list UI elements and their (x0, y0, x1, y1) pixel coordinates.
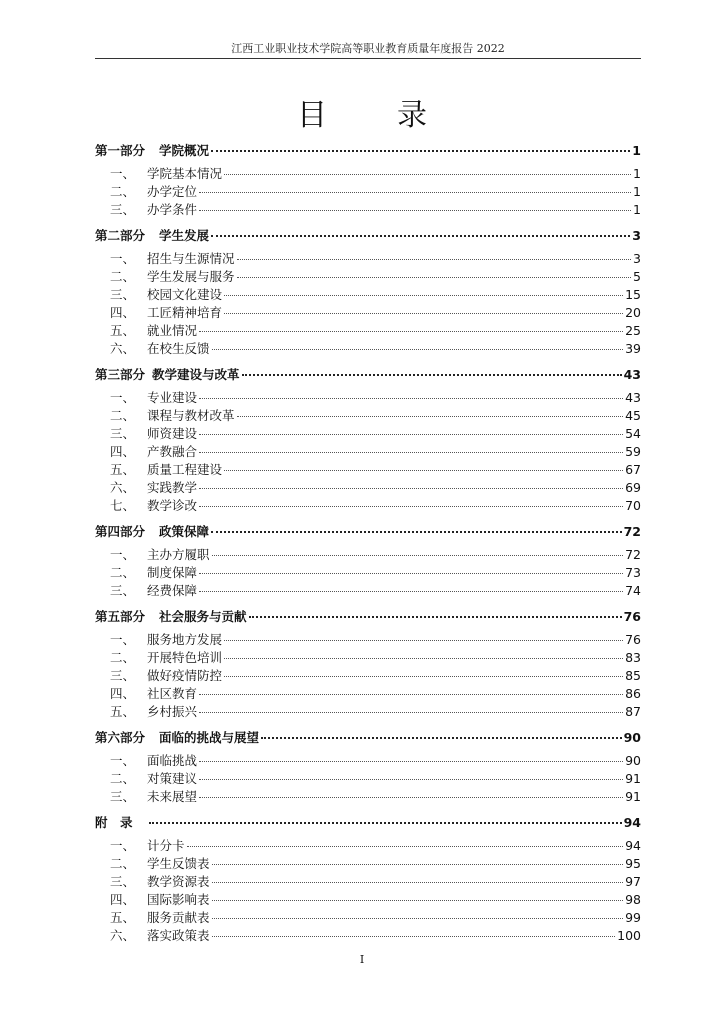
page-number: I (359, 953, 365, 966)
dot-leader (249, 616, 622, 618)
toc-page-number: 1 (633, 202, 641, 217)
dot-leader (199, 434, 623, 435)
toc-item-number: 二、 (110, 408, 136, 423)
toc-page-number: 85 (625, 668, 641, 683)
toc-item-number: 一、 (110, 251, 136, 266)
dot-leader (261, 737, 622, 739)
toc-item-number: 六、 (110, 928, 136, 943)
dot-leader (187, 846, 624, 847)
toc-page-number: 76 (623, 609, 641, 624)
toc-page-number: 1 (633, 166, 641, 181)
toc-section-entry[interactable] (95, 365, 641, 384)
toc-page-number: 91 (625, 771, 641, 786)
toc-section-entry[interactable] (95, 607, 641, 626)
toc-item-entry[interactable] (95, 582, 641, 600)
toc-section-title: 政策保障 (159, 524, 210, 539)
toc-item-entry[interactable] (95, 770, 641, 788)
toc-item-entry[interactable] (95, 443, 641, 461)
toc-section-prefix: 第三部分 (95, 367, 146, 382)
toc-page-number: 100 (617, 928, 641, 943)
toc-item-title: 在校生反馈 (147, 341, 210, 356)
dot-leader (199, 797, 623, 798)
toc-item-number: 三、 (110, 583, 136, 598)
toc-page-number: 94 (625, 838, 641, 853)
toc-item-title: 做好疫情防控 (147, 668, 223, 683)
toc-page-number: 91 (625, 789, 641, 804)
toc-item-number: 四、 (110, 444, 136, 459)
toc-page-number: 3 (632, 228, 641, 243)
toc-page-number: 95 (625, 856, 641, 871)
toc-section-title: 教学建设与改革 (152, 367, 240, 382)
dot-leader (199, 452, 623, 453)
toc-item-number: 三、 (110, 287, 136, 302)
toc-item-title: 开展特色培训 (147, 650, 223, 665)
toc-item-number: 四、 (110, 892, 136, 907)
toc-item-entry[interactable] (95, 685, 641, 703)
toc-item-entry[interactable] (95, 425, 641, 443)
toc-section-entry[interactable] (95, 522, 641, 541)
toc-item-title: 经费保障 (147, 583, 198, 598)
toc-page-number: 5 (633, 269, 641, 284)
toc-item-title: 教学诊改 (147, 498, 198, 513)
toc-item-title: 制度保障 (147, 565, 198, 580)
toc-section-prefix: 第一部分 (95, 143, 146, 158)
dot-leader (224, 640, 623, 641)
dot-leader (237, 277, 632, 278)
toc-item-number: 三、 (110, 874, 136, 889)
toc-item-title: 面临挑战 (147, 753, 198, 768)
dot-leader (224, 470, 623, 471)
dot-leader (149, 822, 622, 824)
toc-page-number: 90 (625, 753, 641, 768)
toc-item-number: 七、 (110, 498, 136, 513)
toc-page-number: 87 (625, 704, 641, 719)
toc-item-title: 校园文化建设 (147, 287, 223, 302)
toc-item-title: 质量工程建设 (147, 462, 223, 477)
running-header: 江西工业职业技术学院高等职业教育质量年度报告 2022 (95, 40, 641, 59)
dot-leader (199, 192, 631, 193)
toc-item-number: 二、 (110, 856, 136, 871)
toc-section-prefix: 第六部分 (95, 730, 146, 745)
dot-leader (199, 506, 623, 507)
toc-item-title: 实践教学 (147, 480, 198, 495)
toc-section-title: 学院概况 (159, 143, 210, 158)
toc-item-entry[interactable] (95, 927, 641, 945)
toc-page-number: 94 (623, 815, 641, 830)
toc-item-number: 三、 (110, 426, 136, 441)
toc-page-number: 72 (623, 524, 641, 539)
dot-leader (211, 150, 630, 152)
toc-section-prefix: 第四部分 (95, 524, 146, 539)
toc-page-number: 45 (625, 408, 641, 423)
dot-leader (212, 349, 624, 350)
toc-item-number: 二、 (110, 269, 136, 284)
toc-item-entry[interactable] (95, 752, 641, 770)
toc-section-title: 面临的挑战与展望 (159, 730, 260, 745)
toc-item-title: 对策建议 (147, 771, 198, 786)
toc-item-entry[interactable] (95, 201, 641, 219)
dot-leader (199, 761, 623, 762)
toc-item-number: 一、 (110, 753, 136, 768)
toc-item-number: 二、 (110, 184, 136, 199)
toc-page-number: 67 (625, 462, 641, 477)
dot-leader (199, 779, 623, 780)
toc-item-number: 一、 (110, 838, 136, 853)
toc-item-title: 主办方履职 (147, 547, 210, 562)
toc-item-number: 二、 (110, 650, 136, 665)
table-of-contents (95, 141, 641, 945)
toc-page-number: 86 (625, 686, 641, 701)
toc-item-entry[interactable] (95, 873, 641, 891)
toc-section-entry[interactable] (95, 141, 641, 160)
toc-page-number: 74 (625, 583, 641, 598)
toc-page-number: 83 (625, 650, 641, 665)
toc-page-number: 97 (625, 874, 641, 889)
toc-section-entry[interactable] (95, 226, 641, 245)
toc-item-title: 办学定位 (147, 184, 198, 199)
title-char-left: 目 (297, 98, 327, 133)
toc-item-entry[interactable] (95, 268, 641, 286)
dot-leader (224, 295, 623, 296)
toc-item-number: 三、 (110, 202, 136, 217)
dot-leader (237, 259, 632, 260)
toc-page-number: 69 (625, 480, 641, 495)
toc-page-number: 25 (625, 323, 641, 338)
toc-page-number: 1 (633, 184, 641, 199)
toc-page-number: 99 (625, 910, 641, 925)
toc-item-title: 国际影响表 (147, 892, 210, 907)
toc-section-prefix: 附 录 (95, 815, 133, 830)
toc-item-entry[interactable] (95, 250, 641, 268)
toc-page-number: 15 (625, 287, 641, 302)
toc-page-number: 72 (625, 547, 641, 562)
toc-item-title: 学生发展与服务 (147, 269, 235, 284)
toc-item-title: 服务地方发展 (147, 632, 223, 647)
toc-item-number: 三、 (110, 789, 136, 804)
toc-item-entry[interactable] (95, 909, 641, 927)
dot-leader (242, 374, 622, 376)
dot-leader (199, 488, 623, 489)
toc-item-number: 三、 (110, 668, 136, 683)
toc-item-title: 师资建设 (147, 426, 198, 441)
toc-item-title: 招生与生源情况 (147, 251, 235, 266)
toc-item-number: 一、 (110, 390, 136, 405)
toc-item-number: 五、 (110, 323, 136, 338)
toc-item-title: 专业建设 (147, 390, 198, 405)
dot-leader (199, 573, 623, 574)
toc-item-title: 教学资源表 (147, 874, 210, 889)
toc-page-number: 1 (632, 143, 641, 158)
dot-leader (224, 174, 631, 175)
toc-item-entry[interactable] (95, 304, 641, 322)
toc-item-number: 二、 (110, 771, 136, 786)
toc-item-entry[interactable] (95, 322, 641, 340)
toc-section-entry[interactable] (95, 728, 641, 747)
dot-leader (211, 235, 630, 237)
dot-leader (199, 331, 623, 332)
dot-leader (212, 936, 616, 937)
toc-item-entry[interactable] (95, 286, 641, 304)
toc-item-entry[interactable] (95, 667, 641, 685)
dot-leader (199, 398, 623, 399)
toc-item-entry[interactable] (95, 183, 641, 201)
toc-item-title: 乡村振兴 (147, 704, 198, 719)
toc-item-title: 课程与教材改革 (147, 408, 235, 423)
toc-section-prefix: 第二部分 (95, 228, 146, 243)
toc-item-number: 六、 (110, 341, 136, 356)
toc-item-entry[interactable] (95, 479, 641, 497)
title-char-right: 录 (397, 98, 427, 133)
toc-item-entry[interactable] (95, 546, 641, 564)
dot-leader (212, 918, 624, 919)
toc-item-number: 五、 (110, 462, 136, 477)
toc-page-number: 39 (625, 341, 641, 356)
toc-section-prefix: 第五部分 (95, 609, 146, 624)
toc-item-entry[interactable] (95, 564, 641, 582)
toc-item-entry[interactable] (95, 855, 641, 873)
dot-leader (199, 591, 623, 592)
toc-item-entry[interactable] (95, 649, 641, 667)
dot-leader (199, 694, 623, 695)
toc-page-number: 98 (625, 892, 641, 907)
toc-item-number: 五、 (110, 704, 136, 719)
dot-leader (212, 864, 624, 865)
toc-item-entry[interactable] (95, 407, 641, 425)
toc-item-title: 学生反馈表 (147, 856, 210, 871)
toc-section-title: 社会服务与贡献 (159, 609, 247, 624)
toc-item-entry[interactable] (95, 340, 641, 358)
toc-page-number: 73 (625, 565, 641, 580)
toc-item-entry[interactable] (95, 703, 641, 721)
toc-page-number: 76 (625, 632, 641, 647)
toc-section-title: 学生发展 (159, 228, 210, 243)
toc-page-number: 54 (625, 426, 641, 441)
toc-item-number: 一、 (110, 632, 136, 647)
toc-page-number: 43 (623, 367, 641, 382)
page-title (0, 96, 724, 136)
toc-section-entry[interactable] (95, 813, 641, 832)
toc-item-entry[interactable] (95, 165, 641, 183)
toc-item-title: 落实政策表 (147, 928, 210, 943)
toc-page-number: 43 (625, 390, 641, 405)
dot-leader (211, 531, 622, 533)
toc-item-title: 服务贡献表 (147, 910, 210, 925)
toc-item-number: 一、 (110, 547, 136, 562)
toc-item-title: 学院基本情况 (147, 166, 223, 181)
dot-leader (224, 313, 623, 314)
toc-item-entry[interactable] (95, 389, 641, 407)
toc-item-title: 就业情况 (147, 323, 198, 338)
toc-page-number: 59 (625, 444, 641, 459)
dot-leader (212, 555, 624, 556)
toc-page-number: 20 (625, 305, 641, 320)
dot-leader (237, 416, 624, 417)
toc-item-number: 六、 (110, 480, 136, 495)
dot-leader (212, 882, 624, 883)
toc-item-number: 二、 (110, 565, 136, 580)
toc-item-title: 未来展望 (147, 789, 198, 804)
toc-item-number: 一、 (110, 166, 136, 181)
dot-leader (212, 900, 624, 901)
toc-item-entry[interactable] (95, 631, 641, 649)
toc-item-number: 五、 (110, 910, 136, 925)
toc-item-title: 办学条件 (147, 202, 198, 217)
toc-item-entry[interactable] (95, 497, 641, 515)
toc-item-title: 计分卡 (147, 838, 185, 853)
toc-page-number: 70 (625, 498, 641, 513)
toc-item-title: 工匠精神培育 (147, 305, 223, 320)
toc-item-number: 四、 (110, 305, 136, 320)
toc-page-number: 90 (623, 730, 641, 745)
toc-item-number: 四、 (110, 686, 136, 701)
dot-leader (224, 658, 623, 659)
toc-item-entry[interactable] (95, 788, 641, 806)
toc-item-entry[interactable] (95, 461, 641, 479)
toc-item-title: 社区教育 (147, 686, 198, 701)
toc-item-entry[interactable] (95, 891, 641, 909)
toc-item-entry[interactable] (95, 837, 641, 855)
dot-leader (199, 712, 623, 713)
dot-leader (224, 676, 623, 677)
toc-item-title: 产教融合 (147, 444, 198, 459)
toc-page-number: 3 (633, 251, 641, 266)
dot-leader (199, 210, 631, 211)
